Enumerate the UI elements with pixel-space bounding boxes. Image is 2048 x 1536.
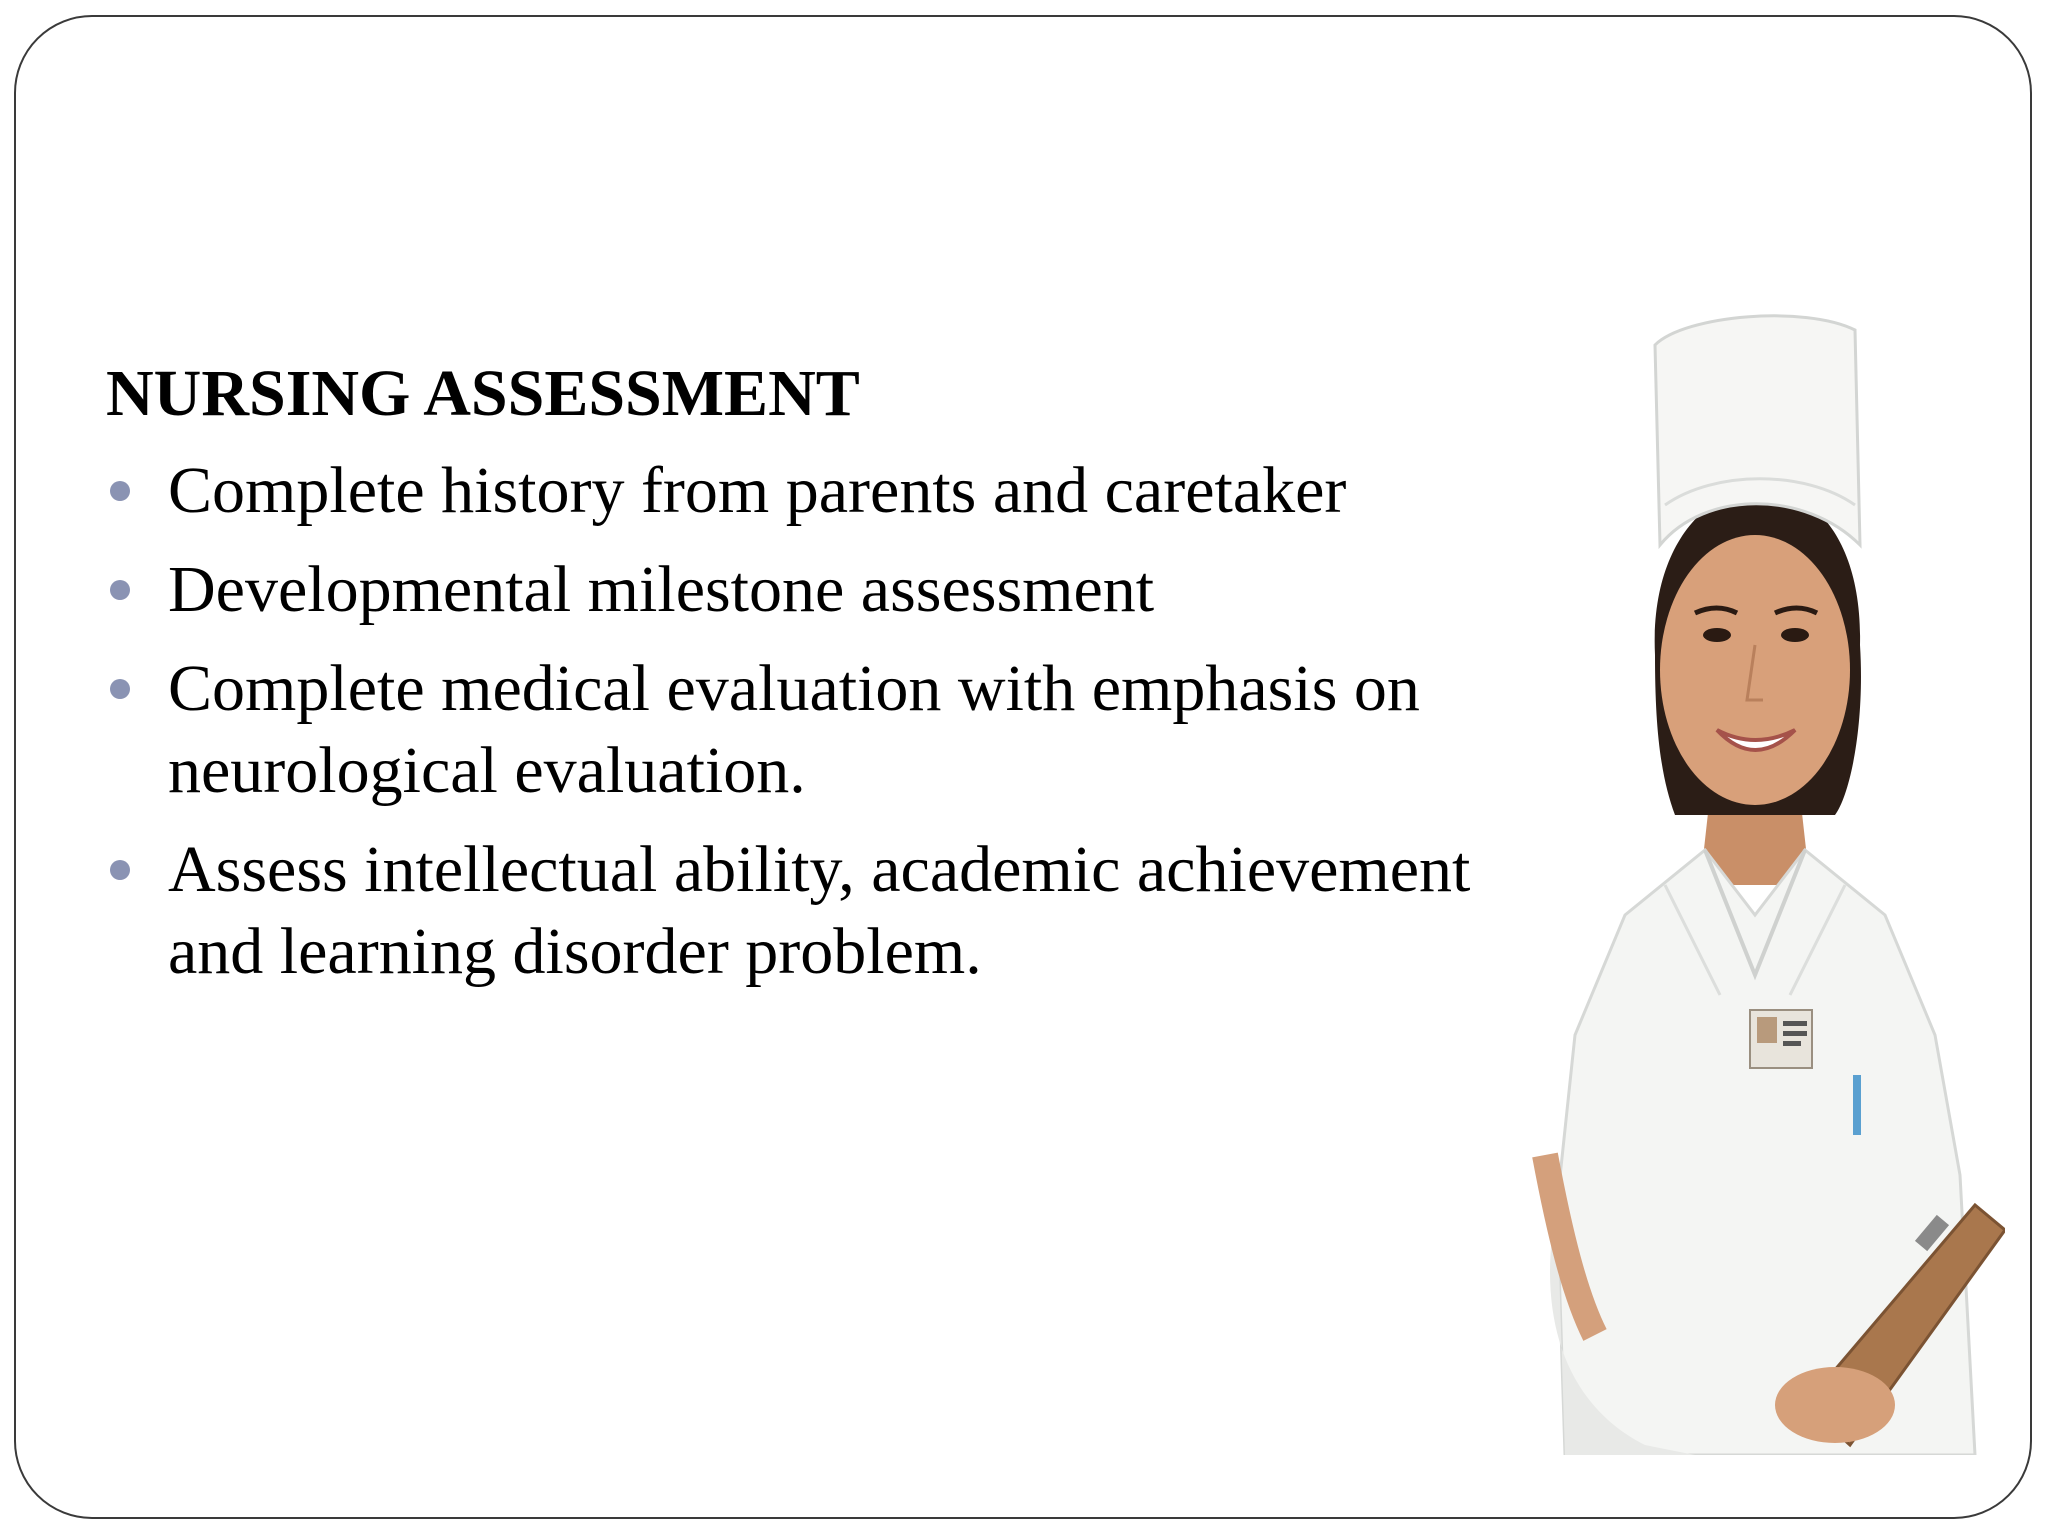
bullet-list — [106, 450, 1526, 993]
bullet-item — [106, 450, 1526, 532]
bullet-dot-icon — [110, 860, 130, 880]
slide-heading: NURSING ASSESSMENT — [106, 357, 860, 430]
bullet-text: Complete history from parents and caretaker — [168, 454, 1347, 527]
bullet-text: Complete medical evaluation with emphasis on neurological evaluation. — [168, 652, 1420, 807]
bullet-item — [106, 648, 1526, 812]
nurse-photo — [1505, 275, 2005, 1455]
bullet-item — [106, 549, 1526, 631]
bullet-text: Assess intellectual ability, academic achievement and learning disorder problem. — [168, 833, 1471, 988]
bullet-dot-icon — [110, 679, 130, 699]
bullet-item — [106, 829, 1526, 993]
bullet-dot-icon — [110, 481, 130, 501]
slide-content — [106, 352, 1526, 1010]
bullet-text: Developmental milestone assessment — [168, 553, 1155, 626]
bullet-dot-icon — [110, 580, 130, 600]
